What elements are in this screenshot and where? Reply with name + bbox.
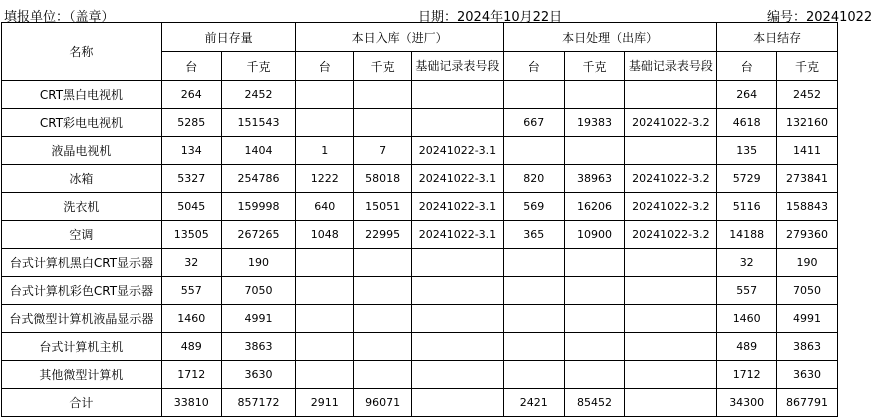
prev-units-cell: 33810: [161, 389, 221, 417]
balance-kg-cell: 867791: [777, 389, 838, 417]
prev-units-cell: 1460: [161, 305, 221, 333]
out-record-cell: [625, 333, 717, 361]
in-record-cell: [411, 333, 503, 361]
balance-units-cell: 135: [717, 137, 777, 165]
balance-units-cell: 5729: [717, 165, 777, 193]
sub-header-units: 台: [296, 52, 354, 81]
table-row: [2, 277, 838, 305]
sub-header-units: 台: [717, 52, 777, 81]
out-units-cell: [503, 249, 564, 277]
out-units-cell: [503, 361, 564, 389]
in-units-cell: [296, 249, 354, 277]
in-record-cell: [411, 305, 503, 333]
row-name-cell: 液晶电视机: [2, 137, 162, 165]
prev-units-cell: 13505: [161, 221, 221, 249]
prev-units-cell: 557: [161, 277, 221, 305]
prev-kg-cell: 1404: [221, 137, 296, 165]
prev-kg-cell: 857172: [221, 389, 296, 417]
out-kg-cell: [564, 137, 625, 165]
out-kg-cell: 85452: [564, 389, 625, 417]
sub-header-record-range: 基础记录表号段: [625, 52, 717, 81]
sub-header-kg: 千克: [777, 52, 838, 81]
prev-units-cell: 5285: [161, 109, 221, 137]
out-kg-cell: [564, 305, 625, 333]
in-record-cell: 20241022-3.1: [411, 193, 503, 221]
in-units-cell: [296, 277, 354, 305]
prev-kg-cell: 2452: [221, 81, 296, 109]
in-units-cell: [296, 333, 354, 361]
balance-units-cell: 4618: [717, 109, 777, 137]
balance-units-cell: 14188: [717, 221, 777, 249]
in-units-cell: [296, 109, 354, 137]
in-units-cell: 640: [296, 193, 354, 221]
out-record-cell: [625, 277, 717, 305]
out-units-cell: 2421: [503, 389, 564, 417]
in-kg-cell: 58018: [354, 165, 412, 193]
balance-kg-cell: 3863: [777, 333, 838, 361]
report-date-label: 日期：2024年10月22日: [418, 10, 563, 25]
out-units-cell: 667: [503, 109, 564, 137]
report-serial-label: 编号：20241022: [767, 10, 872, 25]
prev-kg-cell: 3630: [221, 361, 296, 389]
in-record-cell: 20241022-3.1: [411, 221, 503, 249]
in-units-cell: 2911: [296, 389, 354, 417]
balance-kg-cell: 1411: [777, 137, 838, 165]
group-header-balance: 本日结存: [717, 23, 838, 52]
balance-kg-cell: 2452: [777, 81, 838, 109]
in-units-cell: 1222: [296, 165, 354, 193]
in-units-cell: [296, 361, 354, 389]
prev-kg-cell: 3863: [221, 333, 296, 361]
sub-header-kg: 千克: [221, 52, 296, 81]
row-name-cell: 空调: [2, 221, 162, 249]
sub-header-kg: 千克: [354, 52, 412, 81]
table-row: [2, 109, 838, 137]
out-kg-cell: 19383: [564, 109, 625, 137]
prev-units-cell: 1712: [161, 361, 221, 389]
out-record-cell: 20241022-3.2: [625, 165, 717, 193]
in-kg-cell: [354, 361, 412, 389]
in-record-cell: [411, 249, 503, 277]
table-row: [2, 361, 838, 389]
out-record-cell: [625, 249, 717, 277]
sub-header-record-range: 基础记录表号段: [411, 52, 503, 81]
prev-units-cell: 32: [161, 249, 221, 277]
table-row: [2, 137, 838, 165]
total-row: [2, 389, 838, 417]
out-units-cell: [503, 305, 564, 333]
table-row: [2, 333, 838, 361]
in-kg-cell: [354, 333, 412, 361]
row-name-cell: CRT黑白电视机: [2, 81, 162, 109]
group-header-inbound: 本日入库（进厂）: [296, 23, 503, 52]
table-row: [2, 221, 838, 249]
in-kg-cell: 22995: [354, 221, 412, 249]
in-record-cell: [411, 81, 503, 109]
prev-units-cell: 5045: [161, 193, 221, 221]
in-record-cell: [411, 361, 503, 389]
report-header: [0, 0, 872, 25]
in-kg-cell: [354, 305, 412, 333]
balance-kg-cell: 7050: [777, 277, 838, 305]
row-name-cell: 洗衣机: [2, 193, 162, 221]
group-header-previous-stock: 前日存量: [161, 23, 296, 52]
in-kg-cell: 15051: [354, 193, 412, 221]
balance-units-cell: 489: [717, 333, 777, 361]
table-row: [2, 165, 838, 193]
row-name-cell: 台式微型计算机液晶显示器: [2, 305, 162, 333]
row-name-cell: 台式计算机黑白CRT显示器: [2, 249, 162, 277]
prev-kg-cell: 267265: [221, 221, 296, 249]
out-record-cell: [625, 361, 717, 389]
balance-kg-cell: 190: [777, 249, 838, 277]
group-header-outbound: 本日处理（出库）: [503, 23, 716, 52]
out-record-cell: [625, 81, 717, 109]
balance-units-cell: 557: [717, 277, 777, 305]
in-units-cell: [296, 305, 354, 333]
prev-kg-cell: 254786: [221, 165, 296, 193]
balance-kg-cell: 158843: [777, 193, 838, 221]
out-kg-cell: [564, 81, 625, 109]
out-units-cell: [503, 277, 564, 305]
prev-kg-cell: 4991: [221, 305, 296, 333]
row-name-cell: 冰箱: [2, 165, 162, 193]
in-kg-cell: [354, 249, 412, 277]
balance-units-cell: 5116: [717, 193, 777, 221]
reporting-unit-label: 填报单位：（盖章）: [4, 10, 115, 25]
out-record-cell: [625, 137, 717, 165]
balance-units-cell: 1460: [717, 305, 777, 333]
out-units-cell: [503, 333, 564, 361]
out-kg-cell: 16206: [564, 193, 625, 221]
out-units-cell: [503, 137, 564, 165]
out-units-cell: 820: [503, 165, 564, 193]
prev-units-cell: 134: [161, 137, 221, 165]
in-kg-cell: 7: [354, 137, 412, 165]
out-units-cell: 365: [503, 221, 564, 249]
balance-units-cell: 32: [717, 249, 777, 277]
in-record-cell: [411, 109, 503, 137]
balance-kg-cell: 3630: [777, 361, 838, 389]
table-row: [2, 305, 838, 333]
row-name-cell: CRT彩电电视机: [2, 109, 162, 137]
prev-kg-cell: 190: [221, 249, 296, 277]
in-units-cell: 1048: [296, 221, 354, 249]
prev-kg-cell: 151543: [221, 109, 296, 137]
sub-header-kg: 千克: [564, 52, 625, 81]
col-header-name: 名称: [2, 23, 162, 81]
out-record-cell: 20241022-3.2: [625, 193, 717, 221]
table-row: [2, 81, 838, 109]
in-units-cell: 1: [296, 137, 354, 165]
out-record-cell: 20241022-3.2: [625, 221, 717, 249]
out-kg-cell: [564, 277, 625, 305]
balance-units-cell: 1712: [717, 361, 777, 389]
in-record-cell: 20241022-3.1: [411, 137, 503, 165]
in-kg-cell: 96071: [354, 389, 412, 417]
balance-units-cell: 264: [717, 81, 777, 109]
sub-header-units: 台: [503, 52, 564, 81]
out-record-cell: [625, 305, 717, 333]
sub-header-units: 台: [161, 52, 221, 81]
table-row: [2, 193, 838, 221]
out-record-cell: 20241022-3.2: [625, 109, 717, 137]
in-units-cell: [296, 81, 354, 109]
out-units-cell: 569: [503, 193, 564, 221]
balance-kg-cell: 4991: [777, 305, 838, 333]
balance-units-cell: 34300: [717, 389, 777, 417]
row-name-cell: 台式计算机主机: [2, 333, 162, 361]
balance-kg-cell: 279360: [777, 221, 838, 249]
in-record-cell: [411, 389, 503, 417]
out-kg-cell: [564, 333, 625, 361]
row-name-cell: 合计: [2, 389, 162, 417]
in-kg-cell: [354, 81, 412, 109]
balance-kg-cell: 273841: [777, 165, 838, 193]
prev-kg-cell: 7050: [221, 277, 296, 305]
balance-kg-cell: 132160: [777, 109, 838, 137]
out-units-cell: [503, 81, 564, 109]
in-kg-cell: [354, 109, 412, 137]
row-name-cell: 其他微型计算机: [2, 361, 162, 389]
prev-units-cell: 489: [161, 333, 221, 361]
inventory-table: [1, 22, 838, 417]
row-name-cell: 台式计算机彩色CRT显示器: [2, 277, 162, 305]
in-kg-cell: [354, 277, 412, 305]
prev-units-cell: 5327: [161, 165, 221, 193]
table-row: [2, 249, 838, 277]
out-record-cell: [625, 389, 717, 417]
out-kg-cell: 38963: [564, 165, 625, 193]
in-record-cell: [411, 277, 503, 305]
prev-kg-cell: 159998: [221, 193, 296, 221]
out-kg-cell: [564, 249, 625, 277]
prev-units-cell: 264: [161, 81, 221, 109]
in-record-cell: 20241022-3.1: [411, 165, 503, 193]
out-kg-cell: 10900: [564, 221, 625, 249]
out-kg-cell: [564, 361, 625, 389]
